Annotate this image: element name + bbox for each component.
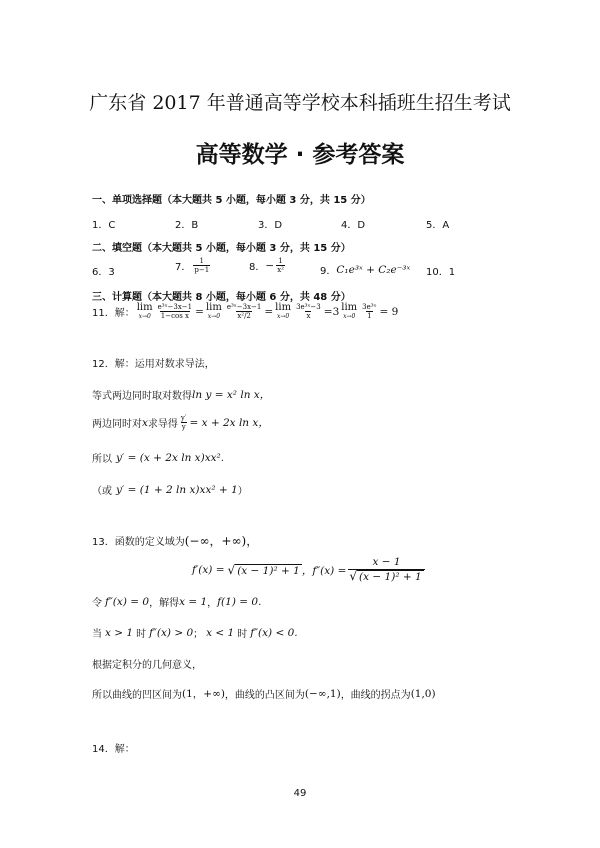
answer-6: 6．3 [92, 267, 115, 278]
q11-limit-2: lim x→0 [205, 302, 222, 320]
q12-line-1: 12．解：运用对数求导法， [92, 359, 215, 370]
q12-derivative-fraction: $\frac{y'}{y}$ [180, 414, 187, 431]
q11-solution: 11．解： lim x→0 $\frac{\text{e³ˣ−3x−1}}{\text{1−cos x}}$ = lim x→0 $\frac{\text{e³ˣ−3x−1}}{\text{x²/2}}$ = lim x→0 $\frac{\text{3e³ˣ−3}}{x}$ = 3 lim x→0 $\frac{\text{3e³ˣ}}{1}$ = 9 [92, 302, 399, 320]
answer-key-title: 高等数学 · 参考答案 [195, 142, 405, 168]
section2-heading: 二、填空题（本大题共 5 小题，每小题 3 分，共 15 分） [92, 243, 351, 254]
answer-4: 4．D [341, 220, 366, 231]
q13-line-4: 当 x > 1 时 f″(x) > 0 ； x < 1 时 f″(x) < 0. [92, 626, 298, 640]
q13-line-1: 13．函数的定义域为 (−∞，+∞)， [92, 534, 259, 548]
q11-label: 11．解： [92, 308, 135, 319]
q11-fraction-1: $\frac{\text{e³ˣ−3x−1}}{\text{1−cos x}}$ [157, 303, 193, 320]
answer-8-sign: − [265, 259, 275, 272]
answer-9-label: 9． [320, 266, 337, 277]
answer-7-denominator: p−1 [194, 266, 210, 274]
q11-result: = 9 [379, 305, 399, 318]
section3-heading: 三、计算题（本大题共 8 小题，每小题 6 分，共 48 分） [92, 292, 351, 303]
answer-7-numerator: 1 [199, 257, 205, 265]
exam-title: 广东省 2017 年普通高等学校本科插班生招生考试 [89, 92, 511, 114]
q14-label: 14．解： [92, 744, 135, 755]
answer-1: 1．C [92, 220, 116, 231]
q13-derivatives: f′(x) = √ (x − 1)² + 1 ，f″(x) = x − 1 √ (x − 1)² + 1 [192, 556, 427, 584]
q13-line-5: 根据定积分的几何意义， [92, 660, 202, 671]
answer-7-fraction [193, 257, 210, 274]
page-number: 49 [293, 788, 307, 799]
q11-fraction-4: $\frac{\text{3e³ˣ}}{1}$ [362, 303, 377, 320]
answer-8-numerator: 1 [278, 257, 283, 265]
q11-fraction-2: $\frac{\text{e³ˣ−3x−1}}{\text{x²/2}}$ [226, 303, 262, 320]
answer-8-denominator: x² [277, 266, 284, 274]
q12-line-5: （或 y′ = (1 + 2 ln x)x x² + 1 ） [92, 483, 248, 497]
q12-line-2: 等式两边同时取对数得 ln y = x² ln x， [92, 389, 271, 402]
q11-limit-4: lim x→0 [341, 302, 358, 320]
q11-limit-3: lim x→0 [275, 302, 292, 320]
answer-8-label: 8． [249, 262, 266, 273]
answer-9 [320, 262, 410, 277]
answer-8-fraction [276, 257, 285, 274]
q13-line-3: 令 f″(x) = 0 ，解得 x = 1 ， f(1) = 0. [92, 595, 262, 609]
answer-10: 10．1 [426, 267, 456, 278]
q13-fp-sqrt: √ (x − 1)² + 1 [227, 562, 300, 577]
q13-fpp-fraction: x − 1 √ (x − 1)² + 1 [348, 556, 424, 584]
q12-line-3: 两边同时对 x 求导得 $\frac{y'}{y}$ = x + 2x ln x， [92, 414, 269, 431]
section1-heading: 一、单项选择题（本大题共 5 小题，每小题 3 分，共 15 分） [92, 195, 371, 206]
answer-7 [175, 257, 212, 274]
answer-2: 2．B [175, 220, 199, 231]
q11-fraction-3: $\frac{\text{3e³ˣ−3}}{x}$ [296, 303, 321, 320]
answer-5: 5．A [426, 220, 450, 231]
q12-line-4: 所以 y′ = (x + 2x ln x)x x² . [92, 451, 225, 465]
q13-line-6: 所以曲线的凹区间为 (1，+∞) ，曲线的凸区间为 (−∞,1) ，曲线的拐点为 (1,0) [92, 687, 436, 701]
answer-3: 3．D [258, 220, 283, 231]
answer-9-expression: C₁e³ˣ + C₂e⁻³ˣ [336, 263, 411, 276]
answer-8 [249, 257, 287, 274]
answer-7-label: 7． [175, 262, 192, 273]
q11-limit-1: lim x→0 [136, 302, 153, 320]
